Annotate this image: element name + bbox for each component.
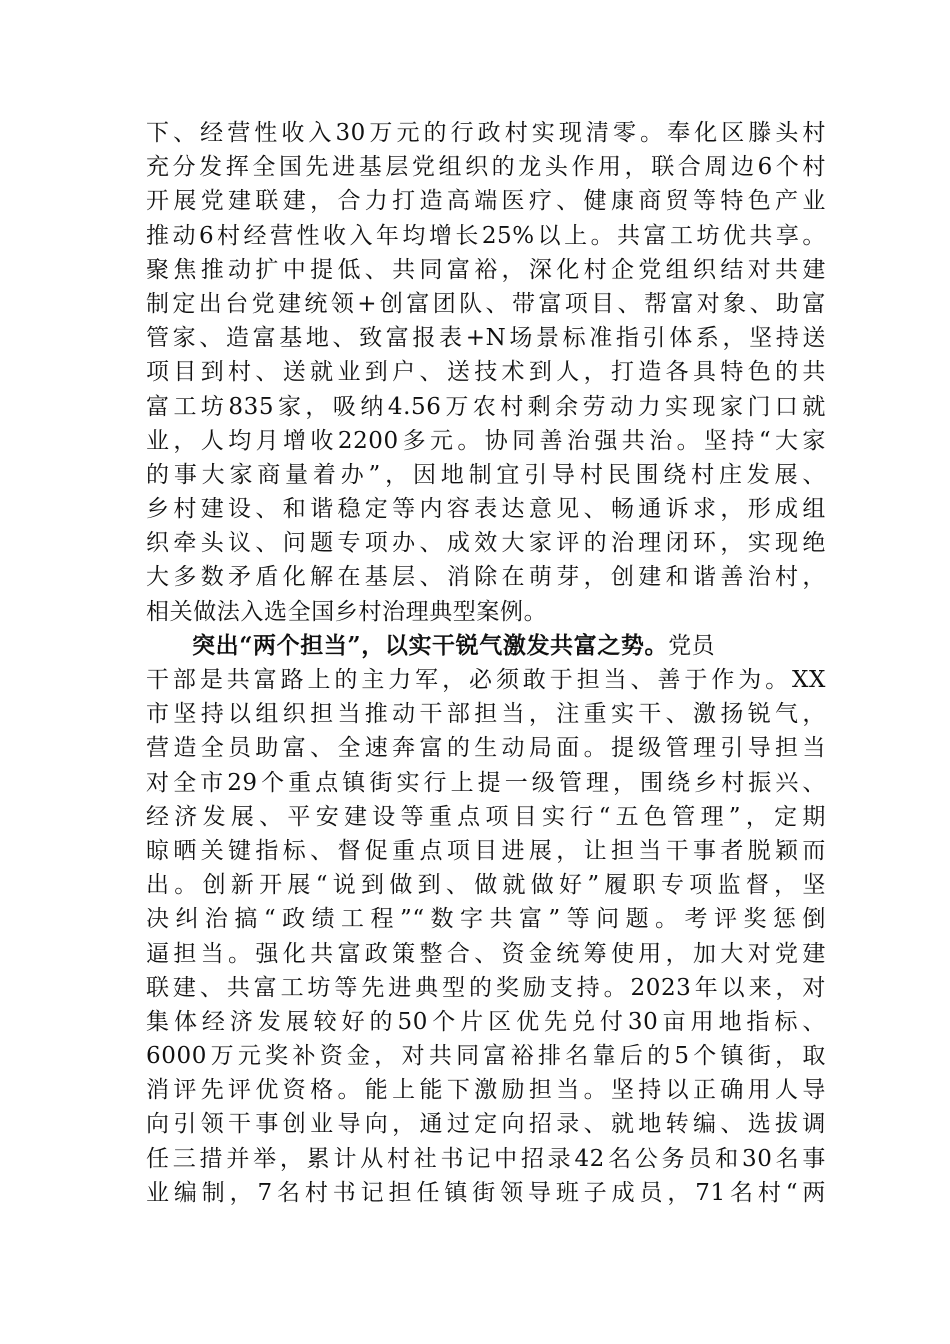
- text-line: 开展党建联建，合力打造高端医疗、健康商贸等特色产业: [146, 188, 826, 215]
- body-text: [146, 116, 826, 1210]
- text-line: 市坚持以组织担当推动干部担当，注重实干、激扬锐气，: [146, 701, 826, 728]
- text-line: 向引领干事创业导向，通过定向招录、就地转编、选拔调: [146, 1111, 826, 1138]
- text-line: 乡村建设、和谐稳定等内容表达意见、畅通诉求，形成组: [146, 496, 826, 523]
- text-line: 任三措并举，累计从村社书记中招录42名公务员和30名事: [146, 1145, 826, 1172]
- section-heading-line: [146, 629, 826, 663]
- text-line: 业，人均月增收2200多元。协同善治强共治。坚持“大家: [146, 427, 826, 454]
- text-line: 对全市29个重点镇街实行上提一级管理，围绕乡村振兴、: [146, 769, 826, 796]
- text-line: 联建、共富工坊等先进典型的奖励支持。2023年以来，对: [146, 974, 826, 1001]
- text-line: 集体经济发展较好的50个片区优先兑付30亩用地指标、: [146, 1008, 826, 1035]
- text-line: 的事大家商量着办”，因地制宜引导村民围绕村庄发展、: [146, 461, 826, 488]
- text-line: 大多数矛盾化解在基层、消除在萌芽，创建和谐善治村，: [146, 564, 826, 591]
- text-line: 业编制，7名村书记担任镇街领导班子成员，71名村“两: [146, 1179, 826, 1206]
- text-line: 充分发挥全国先进基层党组织的龙头作用，联合周边6个村: [146, 154, 826, 181]
- text-line: 制定出台党建统领+创富团队、带富项目、帮富对象、助富: [146, 290, 826, 317]
- text-line: 6000万元奖补资金，对共同富裕排名靠后的5个镇街，取: [146, 1043, 826, 1070]
- text-line: 下、经营性收入30万元的行政村实现清零。奉化区滕头村: [146, 120, 826, 146]
- text-line: 营造全员助富、全速奔富的生动局面。提级管理引导担当: [146, 735, 826, 762]
- text-line: 相关做法入选全国乡村治理典型案例。: [146, 598, 548, 625]
- text-line: 管家、造富基地、致富报表+N场景标准指引体系，坚持送: [146, 325, 826, 352]
- text-line: 干部是共富路上的主力军，必须敢于担当、善于作为。XX: [146, 667, 826, 693]
- text-line: 推动6村经营性收入年均增长25%以上。共富工坊优共享。: [146, 222, 826, 249]
- heading-continuation: 党员: [668, 632, 716, 659]
- text-line: 富工坊835家，吸纳4.56万农村剩余劳动力实现家门口就: [146, 393, 826, 420]
- text-line: 消评先评优资格。能上能下激励担当。坚持以正确用人导: [146, 1077, 826, 1104]
- text-line: 逼担当。强化共富政策整合、资金统筹使用，加大对党建: [146, 940, 826, 967]
- text-line: 聚焦推动扩中提低、共同富裕，深化村企党组织结对共建: [146, 256, 826, 283]
- text-line: 决纠治搞“政绩工程”“数字共富”等问题。考评奖惩倒: [146, 906, 826, 933]
- section-heading: 突出“两个担当”，以实干锐气激发共富之势。: [192, 631, 669, 659]
- text-line: 织牵头议、问题专项办、成效大家评的治理闭环，实现绝: [146, 530, 826, 557]
- text-line: 经济发展、平安建设等重点项目实行“五色管理”，定期: [146, 803, 826, 830]
- text-line: 晾晒关键指标、督促重点项目进展，让担当干事者脱颖而: [146, 837, 826, 864]
- text-line: 出。创新开展“说到做到、做就做好”履职专项监督，坚: [146, 872, 826, 899]
- text-line: 项目到村、送就业到户、送技术到人，打造各具特色的共: [146, 359, 826, 386]
